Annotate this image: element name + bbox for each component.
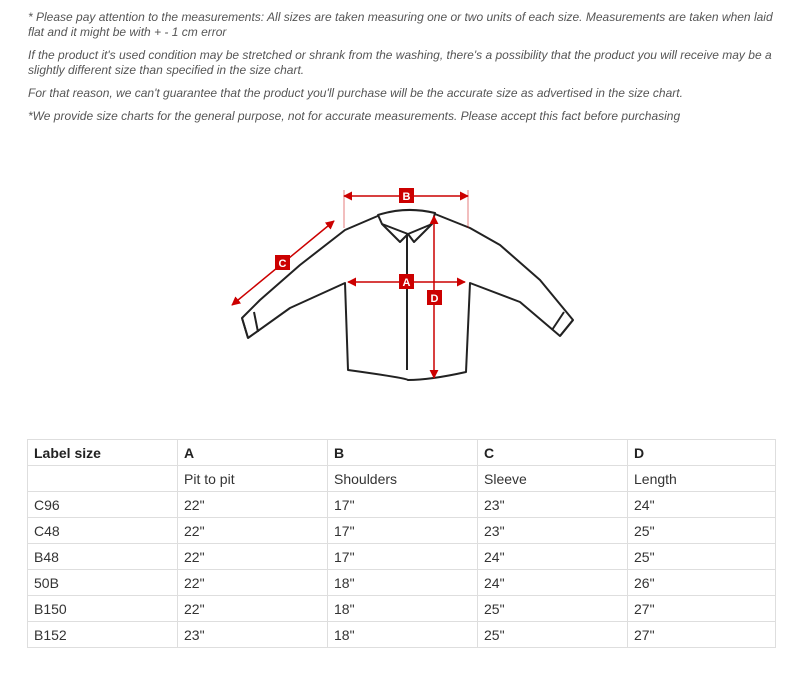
label-c-box bbox=[275, 255, 290, 270]
table-cell: 24" bbox=[478, 570, 628, 596]
subheader-cell bbox=[28, 466, 178, 492]
label-c: C bbox=[278, 258, 287, 270]
table-cell: B48 bbox=[28, 544, 178, 570]
label-d: D bbox=[430, 293, 439, 305]
table-cell: 25" bbox=[478, 596, 628, 622]
table-cell: 25" bbox=[478, 622, 628, 648]
table-subheader-row bbox=[28, 466, 776, 492]
table-cell: 17" bbox=[328, 518, 478, 544]
table-cell: C96 bbox=[28, 492, 178, 518]
size-chart-table bbox=[27, 439, 776, 648]
table-cell: 50B bbox=[28, 570, 178, 596]
table-cell: 26" bbox=[628, 570, 776, 596]
table-row bbox=[28, 492, 776, 518]
table-cell: 22" bbox=[178, 596, 328, 622]
table-cell: 24" bbox=[628, 492, 776, 518]
header-label-size: Label size bbox=[28, 440, 178, 466]
label-a-box bbox=[399, 274, 414, 289]
note-4: *We provide size charts for the general purpose, not for accurate measurements. Please accept this fact before purchasing bbox=[28, 109, 681, 123]
header-d: D bbox=[628, 440, 776, 466]
table-cell: 23" bbox=[478, 518, 628, 544]
table-row bbox=[28, 570, 776, 596]
table-cell: 23" bbox=[478, 492, 628, 518]
table-cell: 25" bbox=[628, 544, 776, 570]
shirt-measurement-diagram bbox=[226, 183, 578, 383]
note-2: If the product it's used condition may be stretched or shrank from the washing, there's a possibility that the product you will receive may be a slightly different size than specified in the size chart. bbox=[28, 48, 772, 77]
subheader-cell: Length bbox=[628, 466, 776, 492]
table-cell: 24" bbox=[478, 544, 628, 570]
table-row bbox=[28, 622, 776, 648]
note-3: For that reason, we can't guarantee that the product you'll purchase will be the accurate size as advertised in the size chart. bbox=[28, 86, 683, 100]
label-b-box bbox=[399, 188, 414, 203]
table-row bbox=[28, 518, 776, 544]
table-cell: 18" bbox=[328, 596, 478, 622]
table-cell: 22" bbox=[178, 492, 328, 518]
table-cell: 27" bbox=[628, 596, 776, 622]
table-cell: 27" bbox=[628, 622, 776, 648]
table-cell: B152 bbox=[28, 622, 178, 648]
table-cell: 23" bbox=[178, 622, 328, 648]
subheader-cell: Shoulders bbox=[328, 466, 478, 492]
table-cell: B150 bbox=[28, 596, 178, 622]
subheader-cell: Sleeve bbox=[478, 466, 628, 492]
table-cell: 22" bbox=[178, 544, 328, 570]
table-cell: 25" bbox=[628, 518, 776, 544]
label-d-box bbox=[427, 290, 442, 305]
table-row bbox=[28, 544, 776, 570]
table-cell: 22" bbox=[178, 518, 328, 544]
table-cell: 17" bbox=[328, 544, 478, 570]
table-cell: 18" bbox=[328, 570, 478, 596]
table-cell: 17" bbox=[328, 492, 478, 518]
table-cell: C48 bbox=[28, 518, 178, 544]
shirt-outline bbox=[242, 210, 573, 380]
header-b: B bbox=[328, 440, 478, 466]
header-c: C bbox=[478, 440, 628, 466]
table-row bbox=[28, 596, 776, 622]
measurement-notes bbox=[28, 10, 780, 132]
label-b: B bbox=[402, 191, 411, 203]
label-a: A bbox=[402, 277, 411, 289]
header-a: A bbox=[178, 440, 328, 466]
note-1: * Please pay attention to the measurements: All sizes are taken measuring one or two units of each size. Measurements are taken when laid flat and it might be with + - 1 cm error bbox=[28, 10, 773, 39]
table-header-row bbox=[28, 440, 776, 466]
table-cell: 22" bbox=[178, 570, 328, 596]
subheader-cell: Pit to pit bbox=[178, 466, 328, 492]
table-cell: 18" bbox=[328, 622, 478, 648]
